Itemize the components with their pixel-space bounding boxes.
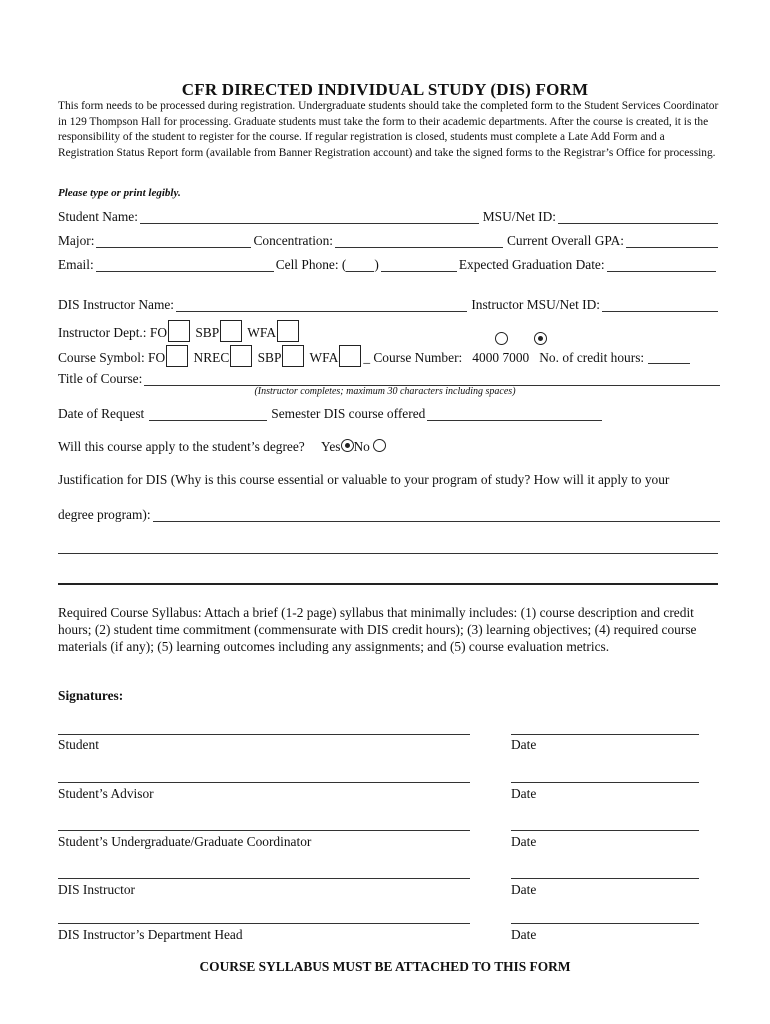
coordinator-date-label: Date — [511, 834, 537, 849]
syllabus-paragraph: Required Course Syllabus: Attach a brief (1-2 page) syllabus that minimally includes: (1) course description and credit hours; (2) student time commitment (commensurate with DIS credit hours); (3) learning objectives; (4) required course materials (if any); (5) learning outcomes including any assignments; and (5) course evaluation metrics. — [58, 605, 697, 654]
dept-head-signature-line[interactable] — [58, 922, 470, 924]
date-request-row — [58, 405, 720, 423]
course-7000-radio[interactable] — [534, 332, 547, 345]
course-symbol-label: Course Symbol: — [58, 350, 145, 365]
cell-phone-field[interactable] — [381, 258, 457, 272]
yes-label: Yes — [321, 439, 341, 454]
justification-cont-label: degree program): — [58, 507, 151, 522]
symbol-fo-checkbox[interactable] — [166, 345, 188, 367]
justification-field-3[interactable] — [58, 582, 718, 585]
symbol-option-fo: FO — [148, 350, 166, 365]
intro-paragraph: This form needs to be processed during registration. Undergraduate students should take the completed form to the Student Services Coordinator in 129 Thompson Hall for processing. Graduate students must take the form to their academic departments. After the course is created, it is the responsibility of the student to register for the course. If regular registration is closed, students must complete a Late Add Form and a Registration Status Report form (available from Banner Registration account) and take the signed forms to the Registrar’s Office for processing. — [58, 100, 719, 159]
no-radio[interactable] — [373, 439, 386, 452]
student-name-label: Student Name: — [58, 209, 138, 224]
student-date-line[interactable] — [511, 733, 699, 735]
justification-field-2[interactable] — [58, 552, 718, 554]
student-date-label: Date — [511, 737, 537, 752]
major-label: Major: — [58, 233, 95, 248]
dept-option-fo: FO — [149, 325, 167, 340]
yes-radio[interactable] — [341, 439, 354, 452]
course-title-label: Title of Course: — [58, 371, 143, 386]
dept-fo-checkbox[interactable] — [168, 320, 190, 342]
signatures-heading: Signatures: — [58, 688, 124, 703]
dept-head-date-label: Date — [511, 927, 537, 942]
msu-id-field[interactable] — [558, 210, 718, 224]
dept-option-wfa: WFA — [247, 325, 277, 340]
credit-hours-field[interactable] — [648, 351, 690, 364]
symbol-option-wfa: WFA — [309, 350, 339, 365]
instructor-name-label: DIS Instructor Name: — [58, 297, 175, 312]
concentration-field[interactable] — [335, 234, 503, 248]
date-request-label: Date of Request — [58, 406, 145, 421]
instructor-date-line[interactable] — [511, 877, 699, 879]
grad-date-field[interactable] — [607, 258, 716, 272]
course-title-note: (Instructor completes; maximum 30 characters including spaces) — [254, 386, 516, 397]
cell-phone-label: Cell Phone: ( — [275, 257, 347, 272]
student-name-field[interactable] — [140, 210, 479, 224]
symbol-option-sbp: SBP — [257, 350, 282, 365]
justification-cont-row — [58, 506, 720, 524]
justification-row — [58, 471, 720, 489]
course-4000-radio[interactable] — [495, 332, 508, 345]
gpa-label: Current Overall GPA: — [506, 233, 624, 248]
advisor-signature-line[interactable] — [58, 781, 470, 783]
major-field[interactable] — [96, 234, 251, 248]
symbol-sbp-checkbox[interactable] — [282, 345, 304, 367]
justification-field-1[interactable] — [153, 508, 720, 522]
dept-label: Instructor Dept.: — [58, 325, 147, 340]
instructor-date-label: Date — [511, 882, 537, 897]
major-row — [58, 232, 720, 250]
dept-row — [58, 320, 720, 338]
footer-notice: COURSE SYLLABUS MUST BE ATTACHED TO THIS FORM — [199, 959, 571, 974]
contact-row — [58, 256, 720, 274]
coordinator-date-line[interactable] — [511, 829, 699, 831]
coordinator-signature-line[interactable] — [58, 829, 470, 831]
student-signature-line[interactable] — [58, 733, 470, 735]
course-number-label: Course Number: — [373, 350, 463, 365]
date-request-field[interactable] — [149, 407, 267, 421]
credit-hours-label: No. of credit hours: — [539, 350, 645, 365]
instructor-id-field[interactable] — [602, 298, 718, 312]
symbol-wfa-checkbox[interactable] — [339, 345, 361, 367]
area-code-field[interactable] — [346, 258, 374, 272]
concentration-label: Concentration: — [253, 233, 334, 248]
symbol-nrec-checkbox[interactable] — [230, 345, 252, 367]
msu-id-label: MSU/Net ID: — [482, 209, 556, 224]
dept-head-date-line[interactable] — [511, 922, 699, 924]
no-label: No — [353, 439, 370, 454]
advisor-signature-label: Student’s Advisor — [58, 786, 154, 801]
coordinator-signature-label: Student’s Undergraduate/Graduate Coordinator — [58, 834, 312, 849]
semester-field[interactable] — [427, 407, 602, 421]
dept-head-signature-label: DIS Instructor’s Department Head — [58, 927, 243, 942]
advisor-date-label: Date — [511, 786, 537, 801]
gpa-field[interactable] — [626, 234, 718, 248]
course-number-7000: 7000 — [502, 350, 530, 365]
instructor-row — [58, 296, 720, 314]
dept-wfa-checkbox[interactable] — [277, 320, 299, 342]
course-number-4000: 4000 — [472, 350, 500, 365]
email-field[interactable] — [96, 258, 274, 272]
instructor-signature-label: DIS Instructor — [58, 882, 135, 897]
dept-option-sbp: SBP — [195, 325, 220, 340]
instructor-id-label: Instructor MSU/Net ID: — [471, 297, 600, 312]
advisor-date-line[interactable] — [511, 781, 699, 783]
justification-label: Justification for DIS (Why is this course essential or valuable to your program of study? How will it apply to your — [58, 472, 670, 487]
legibly-note: Please type or print legibly. — [58, 187, 181, 199]
student-signature-label: Student — [58, 737, 99, 752]
instructor-signature-line[interactable] — [58, 877, 470, 879]
instructor-name-field[interactable] — [176, 298, 467, 312]
semester-label: Semester DIS course offered — [271, 406, 426, 421]
degree-apply-question: Will this course apply to the student’s degree? — [58, 439, 305, 454]
email-label: Email: — [58, 257, 94, 272]
course-symbol-row: Course Symbol: FO NREC SBP WFA _ Course Number: 4000 7000 No. of credit hours: — [58, 345, 720, 363]
dept-sbp-checkbox[interactable] — [220, 320, 242, 342]
student-row — [58, 208, 720, 226]
grad-date-label: Expected Graduation Date: — [458, 257, 605, 272]
cell-phone-close: ) — [374, 257, 379, 272]
form-title: CFR DIRECTED INDIVIDUAL STUDY (DIS) FORM — [181, 80, 589, 99]
degree-apply-row — [58, 438, 720, 456]
symbol-option-nrec: NREC — [193, 350, 230, 365]
course-title-field[interactable] — [144, 372, 720, 386]
